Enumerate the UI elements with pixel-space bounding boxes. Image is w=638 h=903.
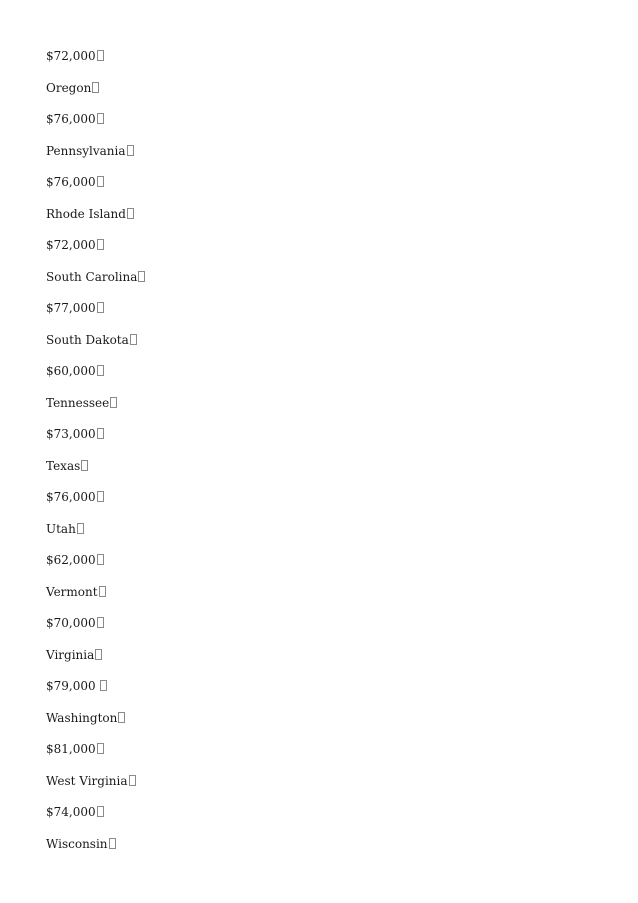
salary-value: $76,000: [46, 173, 145, 205]
salary-value: $76,000: [46, 488, 145, 520]
salary-value: $70,000: [46, 614, 145, 646]
state-name: Pennsylvania: [46, 142, 145, 174]
state-name: Oregon: [46, 79, 145, 111]
missing-glyph-box: [129, 775, 136, 786]
missing-glyph-box: [97, 617, 104, 628]
state-name: Texas: [46, 457, 145, 489]
salary-value: $74,000: [46, 803, 145, 835]
missing-glyph-box: [95, 649, 102, 660]
state-name: Vermont: [46, 583, 145, 615]
missing-glyph-box: [118, 712, 125, 723]
salary-value: $77,000: [46, 299, 145, 331]
salary-value: $72,000: [46, 47, 145, 79]
state-name: Virginia: [46, 646, 145, 678]
missing-glyph-box: [77, 523, 84, 534]
salary-value: $62,000: [46, 551, 145, 583]
missing-glyph-box: [127, 145, 134, 156]
missing-glyph-box: [97, 302, 104, 313]
state-name: West Virginia: [46, 772, 145, 804]
state-name: Washington: [46, 709, 145, 741]
state-name: Tennessee: [46, 394, 145, 426]
salary-by-state-list: [46, 47, 145, 866]
salary-value: $81,000: [46, 740, 145, 772]
missing-glyph-box: [97, 743, 104, 754]
missing-glyph-box: [110, 397, 117, 408]
missing-glyph-box: [97, 806, 104, 817]
missing-glyph-box: [99, 586, 106, 597]
missing-glyph-box: [138, 271, 145, 282]
salary-value: $79,000: [46, 677, 145, 709]
salary-value: $73,000: [46, 425, 145, 457]
state-name: South Dakota: [46, 331, 145, 363]
salary-value: $60,000: [46, 362, 145, 394]
missing-glyph-box: [100, 680, 107, 691]
missing-glyph-box: [130, 334, 137, 345]
missing-glyph-box: [81, 460, 88, 471]
missing-glyph-box: [97, 176, 104, 187]
missing-glyph-box: [97, 428, 104, 439]
salary-value: $76,000: [46, 110, 145, 142]
missing-glyph-box: [97, 554, 104, 565]
missing-glyph-box: [97, 113, 104, 124]
missing-glyph-box: [97, 239, 104, 250]
salary-value: $72,000: [46, 236, 145, 268]
missing-glyph-box: [97, 50, 104, 61]
missing-glyph-box: [127, 208, 134, 219]
state-name: Wisconsin: [46, 835, 145, 867]
state-name: South Carolina: [46, 268, 145, 300]
missing-glyph-box: [97, 365, 104, 376]
state-name: Utah: [46, 520, 145, 552]
missing-glyph-box: [109, 838, 116, 849]
missing-glyph-box: [97, 491, 104, 502]
state-name: Rhode Island: [46, 205, 145, 237]
missing-glyph-box: [92, 82, 99, 93]
